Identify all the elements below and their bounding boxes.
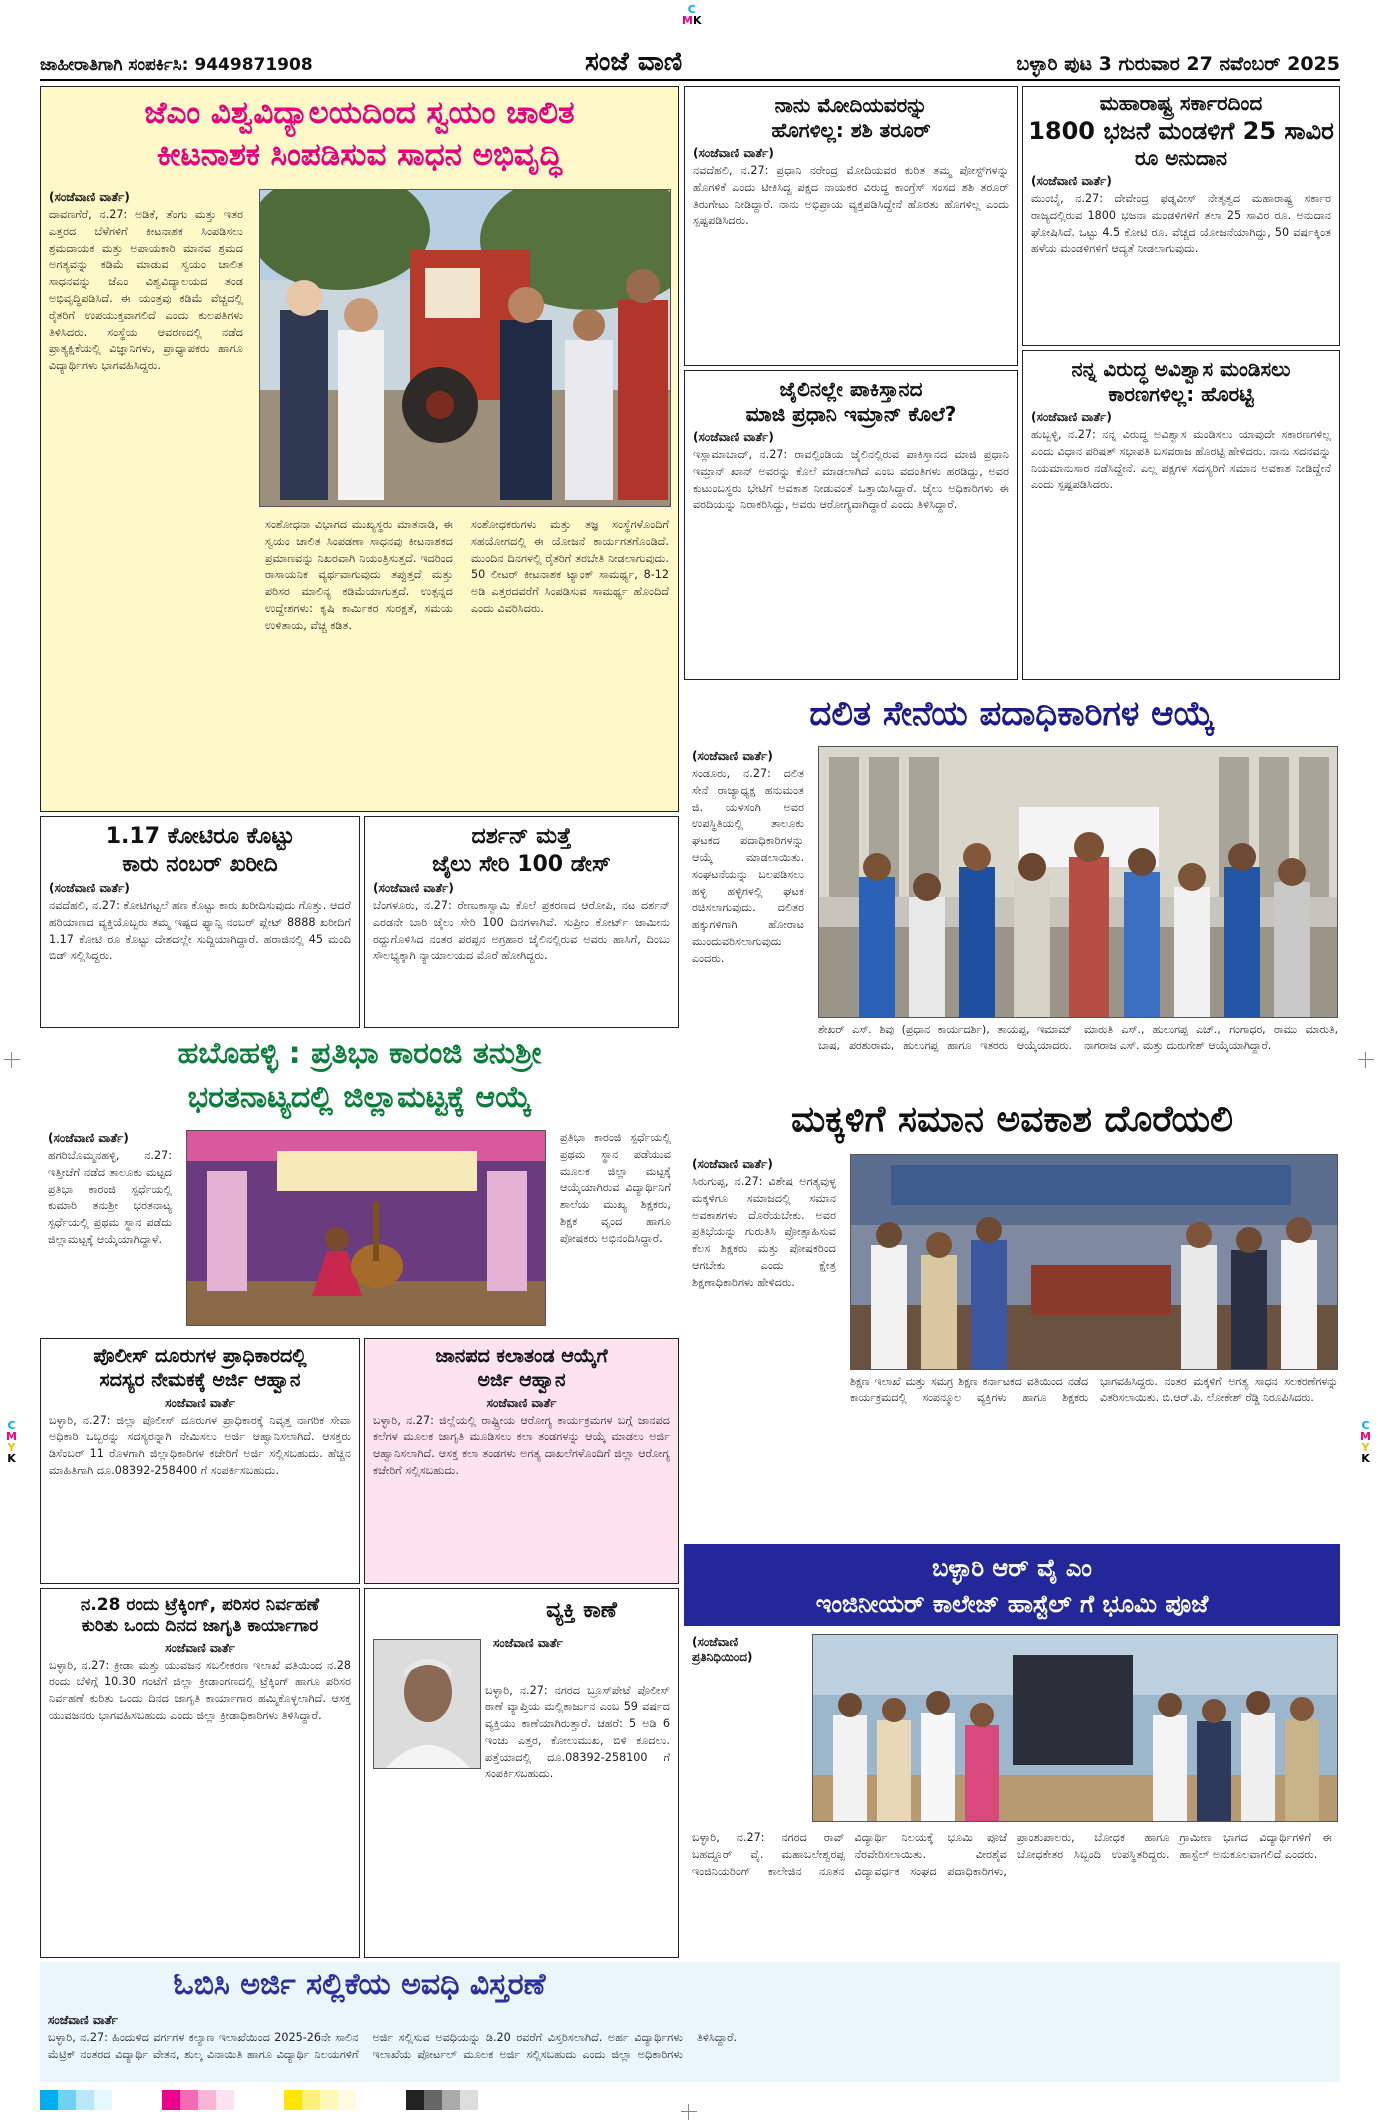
article-photo <box>812 1634 1338 1822</box>
article-dalit-sene <box>684 686 1340 1086</box>
article-headline: 1.17 ಕೋಟಿರೂ ಕೊಟ್ಟು ಕಾರು ನಂಬರ್ ಖರೀದಿ <box>105 824 295 877</box>
dateline: ಸಂಜೆವಾಣಿ ವಾರ್ತೆ <box>165 1395 235 1410</box>
crop-mark-right <box>1358 1052 1374 1068</box>
dateline: (ಸಂಜೆವಾಣಿ ವಾರ್ತೆ) <box>1031 410 1112 424</box>
article-bharatanatya <box>40 1032 679 1332</box>
article-tharoor <box>684 86 1018 366</box>
dateline: (ಸಂಜೆವಾಣಿ ವಾರ್ತೆ) <box>373 881 454 895</box>
dateline: (ಸಂಜೆವಾಣಿ ವಾರ್ತೆ) <box>48 1131 129 1145</box>
article-missing-person <box>364 1588 679 1958</box>
crop-mark-bottom <box>681 2104 697 2120</box>
article-headline: ಬಳ್ಳಾರಿ ಆರ್ ವೈ ಎಂ ಇಂಜಿನೀಯರ್ ಕಾಲೇಜ್ ಹಾಸ್ಟೆಲ್ ಗೆ ಭೂಮಿ ಪೂಜೆ <box>684 1544 1340 1626</box>
dateline: (ಸಂಜೆವಾಣಿ ವಾರ್ತೆ) <box>693 430 774 444</box>
article-headline: ನ.28 ರಂದು ಟ್ರೆಕ್ಕಿಂಗ್, ಪರಿಸರ ನಿರ್ವಹಣೆ ಕುರಿತು ಒಂದು ದಿನದ ಜಾಗೃತಿ ಕಾರ್ಯಾಗಾರ <box>80 1595 320 1637</box>
article-rym-college <box>684 1544 1340 1958</box>
article-police-authority <box>40 1338 360 1584</box>
article-body: ಬಳ್ಳಾರಿ, ನ.27: ನಗರದ ರಾವ್ ಬಹದ್ದೂರ್ ವೈ. ಮಹಾಬಲೇಶ್ವರಪ್ಪ ಇಂಜಿನಿಯರಿಂಗ್ ಕಾಲೇಜಿನ ನೂತನ ವಿದ್ಯಾರ್ಥಿ ನಿಲಯಕ್ಕೆ ಭೂಮಿ ಪೂಜೆ ನೆರವೇರಿಸಲಾಯಿತು. ವೀರಶೈವ ವಿದ್ಯಾವರ್ಧಕ ಸಂಘದ ಪದಾಧಿಕಾರಿಗಳು, ಪ್ರಾಂಶುಪಾಲರು, ಬೋಧಕ ಹಾಗೂ ಬೋಧಕೇತರ ಸಿಬ್ಬಂದಿ ಉಪಸ್ಥಿತರಿದ್ದರು. ಗ್ರಾಮೀಣ ಭಾಗದ ವಿದ್ಯಾರ್ಥಿಗಳಿಗೆ ಈ ಹಾಸ್ಟೆಲ್ ಅನುಕೂಲವಾಗಲಿದೆ ಎಂದರು. <box>692 1831 1332 1878</box>
color-calibration-strip <box>40 2090 478 2110</box>
missing-person-photo <box>373 1639 481 1769</box>
issue-info: ಬಳ್ಳಾರಿ ಪುಟ 3 ಗುರುವಾರ 27 ನವೆಂಬರ್ 2025 <box>1016 53 1340 75</box>
article-headline: ಮಕ್ಕಳಿಗೆ ಸಮಾನ ಅವಕಾಶ ದೊರೆಯಲಿ <box>790 1099 1234 1140</box>
article-headline: ವ್ಯಕ್ತಿ ಕಾಣೆ <box>546 1598 617 1623</box>
article-headline: ಜಾನಪದ ಕಲಾತಂಡ ಆಯ್ಕೆಗೆ ಅರ್ಜಿ ಆಹ್ವಾನ <box>435 1345 608 1391</box>
caption-part-2: ಮಾರುತಿ ಎಸ್., ಹುಲುಗಪ್ಪ ಎಚ್., ಗಂಗಾಧರ, ರಾಮು ಮಾರುತಿ, ನಾಗರಾಜ ಎಸ್. ಮತ್ತು ದುರುಗೇಶ್ ಆಯ್ಕೆಯಾಗಿದ್ದಾರೆ. <box>1084 1023 1338 1053</box>
dateline: (ಸಂಜೆವಾಣಿ ಪ್ರತಿನಿಧಿಯಿಂದ) <box>692 1635 753 1664</box>
article-body-right: ಪ್ರತಿಭಾ ಕಾರಂಜಿ ಸ್ಪರ್ಧೆಯಲ್ಲಿ ಪ್ರಥಮ ಸ್ಥಾನ ಪಡೆಯುವ ಮೂಲಕ ಜಿಲ್ಲಾ ಮಟ್ಟಕ್ಕೆ ಆಯ್ಕೆಯಾಗಿರುವ ವಿದ್ಯಾರ್ಥಿನಿಗೆ ಶಾಲೆಯ ಮುಖ್ಯ ಶಿಕ್ಷಕರು, ಶಿಕ್ಷಕ ವೃಂದ ಹಾಗೂ ಪೋಷಕರು ಅಭಿನಂದಿಸಿದ್ದಾರೆ. <box>560 1131 671 1245</box>
article-body-left: ಹಗರಿಬೊಮ್ಮನಹಳ್ಳಿ, ನ.27: ಇತ್ತೀಚೆಗೆ ನಡೆದ ತಾಲೂಕು ಮಟ್ಟದ ಪ್ರತಿಭಾ ಕಾರಂಜಿ ಸ್ಪರ್ಧೆಯಲ್ಲಿ ಕುಮಾರಿ ತನುಶ್ರೀ ಭರತನಾಟ್ಯ ಸ್ಪರ್ಧೆಯಲ್ಲಿ ಪ್ರಥಮ ಸ್ಥಾನ ಪಡೆದು ಜಿಲ್ಲಾಮಟ್ಟಕ್ಕೆ ಆಯ್ಕೆಯಾಗಿದ್ದಾಳೆ. <box>48 1149 172 1246</box>
article-body: ಬಳ್ಳಾರಿ, ನ.27: ಜಿಲ್ಲಾ ಪೊಲೀಸ್ ದೂರುಗಳ ಪ್ರಾಧಿಕಾರಕ್ಕೆ ನಿವೃತ್ತ ನಾಗರಿಕ ಸೇವಾ ಅಧಿಕಾರಿ ಒಬ್ಬರನ್ನು ಸದಸ್ಯರನ್ನಾಗಿ ನೇಮಿಸಲು ಅರ್ಜಿ ಆಹ್ವಾನಿಸಲಾಗಿದೆ. ಆಸಕ್ತರು ಡಿಸೆಂಬರ್ 11 ರೊಳಗಾಗಿ ಜಿಲ್ಲಾಧಿಕಾರಿಗಳ ಕಚೇರಿಗೆ ಅರ್ಜಿ ಸಲ್ಲಿಸಬಹುದು. ಹೆಚ್ಚಿನ ಮಾಹಿತಿಗಾಗಿ ದೂ.08392-258400 ಗೆ ಸಂಪರ್ಕಿಸಬಹುದು. <box>49 1413 351 1477</box>
caption-part-1: ಶಿಕ್ಷಣ ಇಲಾಖೆ ಮತ್ತು ಸಮಗ್ರ ಶಿಕ್ಷಣ ಕರ್ನಾಟಕದ ವತಿಯಿಂದ ನಡೆದ ಕಾರ್ಯಕ್ರಮದಲ್ಲಿ ಸಂಪನ್ಮೂಲ ವ್ಯಕ್ತಿಗಳು ಹಾಗೂ ಶಿಕ್ಷಕರು ಭಾಗವಹಿಸಿದ್ದರು. <box>850 1375 1158 1405</box>
cmyk-registration-mark-top: C MK <box>682 3 702 27</box>
dateline: (ಸಂಜೆವಾಣಿ ವಾರ್ತೆ) <box>49 881 130 895</box>
article-body-middle: ಸಂಶೋಧನಾ ವಿಭಾಗದ ಮುಖ್ಯಸ್ಥರು ಮಾತನಾಡಿ, ಈ ಸ್ವಯಂ ಚಾಲಿತ ಸಿಂಪಡಣಾ ಸಾಧನವು ಕೀಟನಾಶಕದ ಪ್ರಮಾಣವನ್ನು ನಿಖರವಾಗಿ ನಿಯಂತ್ರಿಸುತ್ತದೆ. ಇದರಿಂದ ರಾಸಾಯನಿಕ ವ್ಯರ್ಥವಾಗುವುದು ತಪ್ಪುತ್ತದೆ ಮತ್ತು ಪರಿಸರ ಮಾಲಿನ್ಯ ಕಡಿಮೆಯಾಗುತ್ತದೆ. ಉತ್ಪನ್ನದ ಉದ್ದೇಶಗಳು: ಕೃಷಿ ಕಾರ್ಮಿಕರ ಸುರಕ್ಷತೆ, ಸಮಯ ಉಳಿತಾಯ, ವೆಚ್ಚ ಕಡಿತ. <box>265 518 453 632</box>
article-headline: ನನ್ನ ವಿರುದ್ಧ ಅವಿಶ್ವಾಸ ಮಂಡಿಸಲು ಕಾರಣಗಳಿಲ್ಲ: ಹೊರಟ್ಟಿ <box>1071 357 1291 406</box>
photo-caption <box>850 1374 1338 1406</box>
article-body: ಮುಂಬೈ, ನ.27: ದೇವೇಂದ್ರ ಫಡ್ನವೀಸ್ ನೇತೃತ್ವದ ಮಹಾರಾಷ್ಟ್ರ ಸರ್ಕಾರ ರಾಜ್ಯದಲ್ಲಿರುವ 1800 ಭಜನಾ ಮಂಡಳಿಗಳಿಗೆ ತಲಾ 25 ಸಾವಿರ ರೂ. ಅನುದಾನ ಘೋಷಿಸಿದೆ. ಒಟ್ಟು 4.5 ಕೋಟಿ ರೂ. ವೆಚ್ಚದ ಯೋಜನೆಯಾಗಿದ್ದು, 50 ವರ್ಷಕ್ಕಿಂತ ಹಳೆಯ ಮಂಡಳಿಗಳಿಗೆ ಆದ್ಯತೆ ನೀಡಲಾಗುವುದು. <box>1031 192 1331 256</box>
article-trekking <box>40 1588 360 1958</box>
article-headline: ಓಬಿಸಿ ಅರ್ಜಿ ಸಲ್ಲಿಕೆಯ ಅವಧಿ ವಿಸ್ತರಣೆ <box>173 1967 546 2002</box>
article-photo <box>259 189 671 507</box>
article-body: ನವದೆಹಲಿ, ನ.27: ಪ್ರಧಾನಿ ನರೇಂದ್ರ ಮೋದಿಯವರ ಕುರಿತ ತಮ್ಮ ಪೋಸ್ಟ್‌ಗಳನ್ನು ಹೊಗಳಿಕೆ ಎಂದು ಟೀಕಿಸಿದ್ದ ಪಕ್ಷದ ನಾಯಕರ ವಿರುದ್ಧ ಕಾಂಗ್ರೆಸ್ ಸಂಸದ ಶಶಿ ತರೂರ್ ತಿರುಗೇಟು ನೀಡಿದ್ದಾರೆ. ನಾನು ಅಭಿಪ್ರಾಯ ವ್ಯಕ್ತಪಡಿಸಿದ್ದೇನೆ ಹೊರತು ಹೊಗಳಿಲ್ಲ ಎಂದು ಸ್ಪಷ್ಟಪಡಿಸಿದರು. <box>693 164 1009 228</box>
cmyk-mark-left: C M Y K <box>6 1419 17 1465</box>
article-jm-university <box>40 86 679 812</box>
article-headline: ನಾನು ಮೋದಿಯವರನ್ನು ಹೊಗಳಿಲ್ಲ: ಶಶಿ ತರೂರ್ <box>771 93 931 142</box>
article-obc <box>40 1962 1340 2082</box>
article-headline: ಮಹಾರಾಷ್ಟ್ರ ಸರ್ಕಾರದಿಂದ 1800 ಭಜನೆ ಮಂಡಳಿಗೆ 25 ಸಾವಿರ ರೂ ಅನುದಾನ <box>1028 91 1334 170</box>
article-janapada <box>364 1338 679 1584</box>
article-headline: ಹಬೊಹಳ್ಳಿ : ಪ್ರತಿಭಾ ಕಾರಂಜಿ ತನುಶ್ರೀ ಭರತನಾಟ್ಯದಲ್ಲಿ ಜಿಲ್ಲಾಮಟ್ಟಕ್ಕೆ ಆಯ್ಕೆ <box>177 1036 542 1115</box>
article-headline: ಜೈಲಿನಲ್ಲೇ ಪಾಕಿಸ್ತಾನದ ಮಾಜಿ ಪ್ರಧಾನಿ ಇಮ್ರಾನ್ ಕೊಲೆ? <box>745 377 957 426</box>
article-horatti <box>1022 350 1340 680</box>
masthead <box>40 47 1340 81</box>
article-body: ಸಂಡೂರು, ನ.27: ದಲಿತ ಸೇನೆ ರಾಜ್ಯಾಧ್ಯಕ್ಷ ಹನುಮಂತ ಜಿ. ಯಳಸಂಗಿ ಅವರ ಉಪಸ್ಥಿತಿಯಲ್ಲಿ ತಾಲೂಕು ಘಟಕದ ಪದಾಧಿಕಾರಿಗಳನ್ನು ಆಯ್ಕೆ ಮಾಡಲಾಯಿತು. ಸಂಘಟನೆಯನ್ನು ಬಲಪಡಿಸಲು ಹಳ್ಳಿ ಹಳ್ಳಿಗಳಲ್ಲಿ ಘಟಕ ರಚಿಸಲಾಗುವುದು. ದಲಿತರ ಹಕ್ಕುಗಳಿಗಾಗಿ ಹೋರಾಟ ಮುಂದುವರಿಸಲಾಗುವುದು ಎಂದರು. <box>692 767 804 965</box>
article-headline: ದಲಿತ ಸೇನೆಯ ಪದಾಧಿಕಾರಿಗಳ ಆಯ್ಕೆ <box>809 694 1215 734</box>
article-photo <box>818 746 1338 1018</box>
dateline: (ಸಂಜೆವಾಣಿ ವಾರ್ತೆ) <box>692 1157 773 1171</box>
article-headline: ಪೊಲೀಸ್ ದೂರುಗಳ ಪ್ರಾಧಿಕಾರದಲ್ಲಿ ಸದಸ್ಯರ ನೇಮಕಕ್ಕೆ ಅರ್ಜಿ ಆಹ್ವಾನ <box>93 1345 307 1391</box>
article-body-left: ದಾವಣಗೆರೆ, ನ.27: ಅಡಿಕೆ, ತೆಂಗು ಮತ್ತು ಇತರ ಎತ್ತರದ ಬೆಳೆಗಳಿಗೆ ಕೀಟನಾಶಕ ಸಿಂಪಡಿಸಲು ಶ್ರಮದಾಯಕ ಮತ್ತು ಅಪಾಯಕಾರಿ ಮಾನವ ಶ್ರಮದ ಅಗತ್ಯವನ್ನು ಕಡಿಮೆ ಮಾಡುವ ಸ್ವಯಂ ಚಾಲಿತ ಸಾಧನವನ್ನು ಜೆಎಂ ವಿಶ್ವವಿದ್ಯಾಲಯದ ತಂಡ ಅಭಿವೃದ್ಧಿಪಡಿಸಿದೆ. ಈ ಯಂತ್ರವು ಕಡಿಮೆ ವೆಚ್ಚದಲ್ಲಿ ರೈತರಿಗೆ ಉಪಯುಕ್ತವಾಗಲಿದೆ ಎಂದು ಕುಲಪತಿಗಳು ತಿಳಿಸಿದರು. ಸಂಸ್ಥೆಯ ಆವರಣದಲ್ಲಿ ನಡೆದ ಪ್ರಾತ್ಯಕ್ಷಿಕೆಯಲ್ಲಿ ವಿಜ್ಞಾನಿಗಳು, ಪ್ರಾಧ್ಯಾಪಕರು ಹಾಗೂ ವಿದ್ಯಾರ್ಥಿಗಳು ಭಾಗವಹಿಸಿದ್ದರು. <box>49 208 243 373</box>
caption-part-1: ಶೇಖರ್ ಎಸ್. ಶಿವು (ಪ್ರಧಾನ ಕಾರ್ಯದರ್ಶಿ), ತಾಯಪ್ಪ, ಇಮಾಮ್ ಬಾಷ, ಪರಶುರಾಮ, ಹುಲುಗಪ್ಪ ಹಾಗೂ ಇತರರು ಆಯ್ಕೆಯಾದರು. <box>818 1023 1072 1053</box>
article-maharashtra <box>1022 86 1340 346</box>
article-photo <box>850 1154 1338 1370</box>
ad-contact: ಜಾಹೀರಾತಿಗಾಗಿ ಸಂಪರ್ಕಿಸಿ: 9449871908 <box>40 55 313 75</box>
crop-mark-left <box>4 1052 20 1068</box>
article-darshan <box>364 816 679 1028</box>
article-body: ಸಿರುಗುಪ್ಪ, ನ.27: ವಿಶೇಷ ಅಗತ್ಯವುಳ್ಳ ಮಕ್ಕಳಿಗೂ ಸಮಾಜದಲ್ಲಿ ಸಮಾನ ಅವಕಾಶಗಳು ದೊರೆಯಬೇಕು. ಅವರ ಪ್ರತಿಭೆಯನ್ನು ಗುರುತಿಸಿ ಪ್ರೋತ್ಸಾಹಿಸುವ ಕೆಲಸ ಶಿಕ್ಷಕರು ಮತ್ತು ಪೋಷಕರಿಂದ ಆಗಬೇಕು ಎಂದು ಕ್ಷೇತ್ರ ಶಿಕ್ಷಣಾಧಿಕಾರಿಗಳು ಹೇಳಿದರು. <box>692 1175 836 1289</box>
article-car-number <box>40 816 360 1028</box>
article-body: ಬಳ್ಳಾರಿ, ನ.27: ಜಿಲ್ಲೆಯಲ್ಲಿ ರಾಷ್ಟ್ರೀಯ ಆರೋಗ್ಯ ಕಾರ್ಯಕ್ರಮಗಳ ಬಗ್ಗೆ ಜಾನಪದ ಕಲೆಗಳ ಮೂಲಕ ಜಾಗೃತಿ ಮೂಡಿಸಲು ಕಲಾ ತಂಡಗಳನ್ನು ಆಯ್ಕೆ ಮಾಡಲು ಅರ್ಜಿ ಆಹ್ವಾನಿಸಲಾಗಿದೆ. ಆಸಕ್ತ ಕಲಾ ತಂಡಗಳು ಅಗತ್ಯ ದಾಖಲೆಗಳೊಂದಿಗೆ ಜಿಲ್ಲಾ ಆರೋಗ್ಯ ಕಚೇರಿಗೆ ಸಲ್ಲಿಸಬಹುದು. <box>373 1413 670 1477</box>
article-body: ಬಳ್ಳಾರಿ, ನ.27: ನಗರದ ಬ್ರೂಸ್‌ಪೇಟೆ ಪೊಲೀಸ್ ಠಾಣೆ ವ್ಯಾಪ್ತಿಯ ಮಲ್ಲಿಕಾರ್ಜುನ ಎಂಬ 59 ವರ್ಷದ ವ್ಯಕ್ತಿಯು ಕಾಣೆಯಾಗಿರುತ್ತಾರೆ. ಚಹರೆ: 5 ಅಡಿ 6 ಇಂಚು ಎತ್ತರ, ಕೋಲುಮುಖ, ಬಿಳಿ ಕೂದಲು. ಪತ್ತೆಯಾದಲ್ಲಿ ದೂ.08392-258100 ಗೆ ಸಂಪರ್ಕಿಸಬಹುದು. <box>485 1683 670 1781</box>
article-headline: ಜೆಎಂ ವಿಶ್ವವಿದ್ಯಾಲಯದಿಂದ ಸ್ವಯಂ ಚಾಲಿತ ಕೀಟನಾಶಕ ಸಿಂಪಡಿಸುವ ಸಾಧನ ಅಭಿವೃದ್ಧಿ <box>144 95 575 173</box>
dateline: ಸಂಜೆವಾಣಿ ವಾರ್ತೆ <box>493 1636 563 1650</box>
article-body: ನವದೆಹಲಿ, ನ.27: ಕೋಟಿಗಟ್ಟಲೆ ಹಣ ಕೊಟ್ಟು ಕಾರು ಖರೀದಿಸುವುದು ಗೊತ್ತು. ಆದರೆ ಹರಿಯಾಣದ ವ್ಯಕ್ತಿಯೊಬ್ಬರು ತಮ್ಮ ಇಷ್ಟದ ಫ್ಯಾನ್ಸಿ ನಂಬರ್ ಪ್ಲೇಟ್ 8888 ಖರೀದಿಗೆ 1.17 ಕೋಟಿ ರೂ ಕೊಟ್ಟು ದೇಶದಲ್ಲೇ ಸುದ್ದಿಯಾಗಿದ್ದಾರೆ. ಹರಾಜಿನಲ್ಲಿ 45 ಮಂದಿ ಬಿಡ್ ಸಲ್ಲಿಸಿದ್ದರು. <box>49 899 351 963</box>
dateline: (ಸಂಜೆವಾಣಿ ವಾರ್ತೆ) <box>49 190 130 204</box>
article-body-right: ಸಂಶೋಧಕರುಗಳು ಮತ್ತು ತಜ್ಞ ಸಂಸ್ಥೆಗಳೊಂದಿಗೆ ಸಹಯೋಗದಲ್ಲಿ ಈ ಯೋಜನೆ ಕಾರ್ಯಗತಗೊಂಡಿದೆ. ಮುಂದಿನ ದಿನಗಳಲ್ಲಿ ರೈತರಿಗೆ ತರಬೇತಿ ನೀಡಲಾಗುವುದು. 50 ಲೀಟರ್ ಕೀಟನಾಶಕ ಟ್ಯಾಂಕ್ ಸಾಮರ್ಥ್ಯ, 8-12 ಅಡಿ ಎತ್ತರದವರೆಗೆ ಸಿಂಪಡಿಸುವ ಸಾಮರ್ಥ್ಯ ಹೊಂದಿದೆ ಎಂದು ವಿವರಿಸಿದರು. <box>471 518 669 615</box>
dateline: (ಸಂಜೆವಾಣಿ ವಾರ್ತೆ) <box>1031 174 1112 188</box>
dateline: (ಸಂಜೆವಾಣಿ ವಾರ್ತೆ) <box>693 146 774 160</box>
dateline: (ಸಂಜೆವಾಣಿ ವಾರ್ತೆ) <box>692 749 773 763</box>
dateline: ಸಂಜೆವಾಣಿ ವಾರ್ತೆ <box>165 1640 235 1655</box>
article-body: ಇಸ್ಲಾಮಾಬಾದ್, ನ.27: ರಾವಲ್ಪಿಂಡಿಯ ಜೈಲಿನಲ್ಲಿರುವ ಪಾಕಿಸ್ತಾನದ ಮಾಜಿ ಪ್ರಧಾನಿ ಇಮ್ರಾನ್ ಖಾನ್ ಅವರನ್ನು ಕೊಲೆ ಮಾಡಲಾಗಿದೆ ಎಂಬ ವದಂತಿಗಳು ಹರಡಿದ್ದು, ಅವರ ಕುಟುಂಬಸ್ಥರು ಭೇಟಿಗೆ ಅವಕಾಶ ನೀಡುವಂತೆ ಒತ್ತಾಯಿಸಿದ್ದಾರೆ. ಜೈಲು ಅಧಿಕಾರಿಗಳು ಈ ವರದಿಯನ್ನು ನಿರಾಕರಿಸಿದ್ದು, ಅವರು ಆರೋಗ್ಯವಾಗಿದ್ದಾರೆ ಎಂದು ತಿಳಿಸಿದ್ದಾರೆ. <box>693 448 1009 512</box>
article-headline: ದರ್ಶನ್ ಮತ್ತೆ ಜೈಲು ಸೇರಿ 100 ಡೇಸ್ <box>432 824 611 877</box>
article-children <box>684 1090 1340 1540</box>
caption-part-2: ನಂತರ ಮಕ್ಕಳಿಗೆ ಅಗತ್ಯ ಸಾಧನ ಸಲಕರಣೆಗಳನ್ನು ವಿತರಿಸಲಾಯಿತು. ಬಿ.ಆರ್.ಪಿ. ಲೋಕೇಶ್ ರೆಡ್ಡಿ ನಿರೂಪಿಸಿದರು. <box>1100 1375 1338 1405</box>
photo-caption <box>818 1022 1338 1054</box>
newspaper-logo: ಸಂಜೆ ವಾಣಿ <box>585 47 683 77</box>
dateline: ಸಂಜೆವಾಣಿ ವಾರ್ತೆ <box>48 2013 118 2027</box>
article-body: ಹುಬ್ಬಳ್ಳಿ, ನ.27: ನನ್ನ ವಿರುದ್ಧ ಅವಿಶ್ವಾಸ ಮಂಡಿಸಲು ಯಾವುದೇ ಸಕಾರಣಗಳಿಲ್ಲ ಎಂದು ವಿಧಾನ ಪರಿಷತ್ ಸಭಾಪತಿ ಬಸವರಾಜ ಹೊರಟ್ಟಿ ಹೇಳಿದರು. ನಾನು ಸದನವನ್ನು ನಿಯಮಾನುಸಾರ ನಡೆಸಿದ್ದೇನೆ. ಎಲ್ಲ ಪಕ್ಷಗಳ ಸದಸ್ಯರಿಗೆ ಸಮಾನ ಅವಕಾಶ ನೀಡಿದ್ದೇನೆ ಎಂದು ಸ್ಪಷ್ಟಪಡಿಸಿದರು. <box>1031 428 1331 492</box>
dateline: ಸಂಜೆವಾಣಿ ವಾರ್ತೆ <box>486 1395 557 1410</box>
article-imran-khan <box>684 370 1018 680</box>
article-photo <box>186 1130 546 1326</box>
article-body: ಬಳ್ಳಾರಿ, ನ.27: ಹಿಂದುಳಿದ ವರ್ಗಗಳ ಕಲ್ಯಾಣ ಇಲಾಖೆಯಿಂದ 2025-26ನೇ ಸಾಲಿನ ಮೆಟ್ರಿಕ್ ನಂತರದ ವಿದ್ಯಾರ್ಥಿ ವೇತನ, ಶುಲ್ಕ ವಿನಾಯಿತಿ ಹಾಗೂ ವಿದ್ಯಾರ್ಥಿ ನಿಲಯಗಳಿಗೆ ಅರ್ಜಿ ಸಲ್ಲಿಸುವ ಅವಧಿಯನ್ನು ಡಿ.20 ರವರೆಗೆ ವಿಸ್ತರಿಸಲಾಗಿದೆ. ಅರ್ಹ ವಿದ್ಯಾರ್ಥಿಗಳು ಇಲಾಖೆಯ ಪೋರ್ಟಲ್ ಮೂಲಕ ಅರ್ಜಿ ಸಲ್ಲಿಸಬಹುದು ಎಂದು ಜಿಲ್ಲಾ ಅಧಿಕಾರಿಗಳು ತಿಳಿಸಿದ್ದಾರೆ. <box>48 2031 738 2061</box>
article-body: ಬೆಂಗಳೂರು, ನ.27: ರೇಣುಕಾಸ್ವಾಮಿ ಕೊಲೆ ಪ್ರಕರಣದ ಆರೋಪಿ, ನಟ ದರ್ಶನ್ ಎರಡನೇ ಬಾರಿ ಜೈಲು ಸೇರಿ 100 ದಿನಗಳಾಗಿವೆ. ಸುಪ್ರೀಂ ಕೋರ್ಟ್ ಜಾಮೀನು ರದ್ದುಗೊಳಿಸಿದ ನಂತರ ಪರಪ್ಪನ ಅಗ್ರಹಾರ ಜೈಲಿನಲ್ಲಿರುವ ಅವರು ಹಾಸಿಗೆ, ದಿಂಬು ಸೌಲಭ್ಯಕ್ಕಾಗಿ ನ್ಯಾಯಾಲಯದ ಮೊರೆ ಹೋಗಿದ್ದರು. <box>373 899 670 963</box>
article-body: ಬಳ್ಳಾರಿ, ನ.27: ಕ್ರೀಡಾ ಮತ್ತು ಯುವಜನ ಸಬಲೀಕರಣ ಇಲಾಖೆ ವತಿಯಿಂದ ನ.28 ರಂದು ಬೆಳಿಗ್ಗೆ 10.30 ಗಂಟೆಗೆ ಜಿಲ್ಲಾ ಕ್ರೀಡಾಂಗಣದಲ್ಲಿ ಟ್ರೆಕ್ಕಿಂಗ್ ಹಾಗೂ ಪರಿಸರ ನಿರ್ವಹಣೆ ಕುರಿತು ಒಂದು ದಿನದ ಜಾಗೃತಿ ಕಾರ್ಯಾಗಾರ ಹಮ್ಮಿಕೊಳ್ಳಲಾಗಿದೆ. ಆಸಕ್ತ ಯುವಜನರು ಭಾಗವಹಿಸಬಹುದು ಎಂದು ಜಿಲ್ಲಾ ಕ್ರೀಡಾಧಿಕಾರಿಗಳು ತಿಳಿಸಿದ್ದಾರೆ. <box>49 1658 351 1722</box>
cmyk-mark-right: C M Y K <box>1360 1419 1371 1465</box>
